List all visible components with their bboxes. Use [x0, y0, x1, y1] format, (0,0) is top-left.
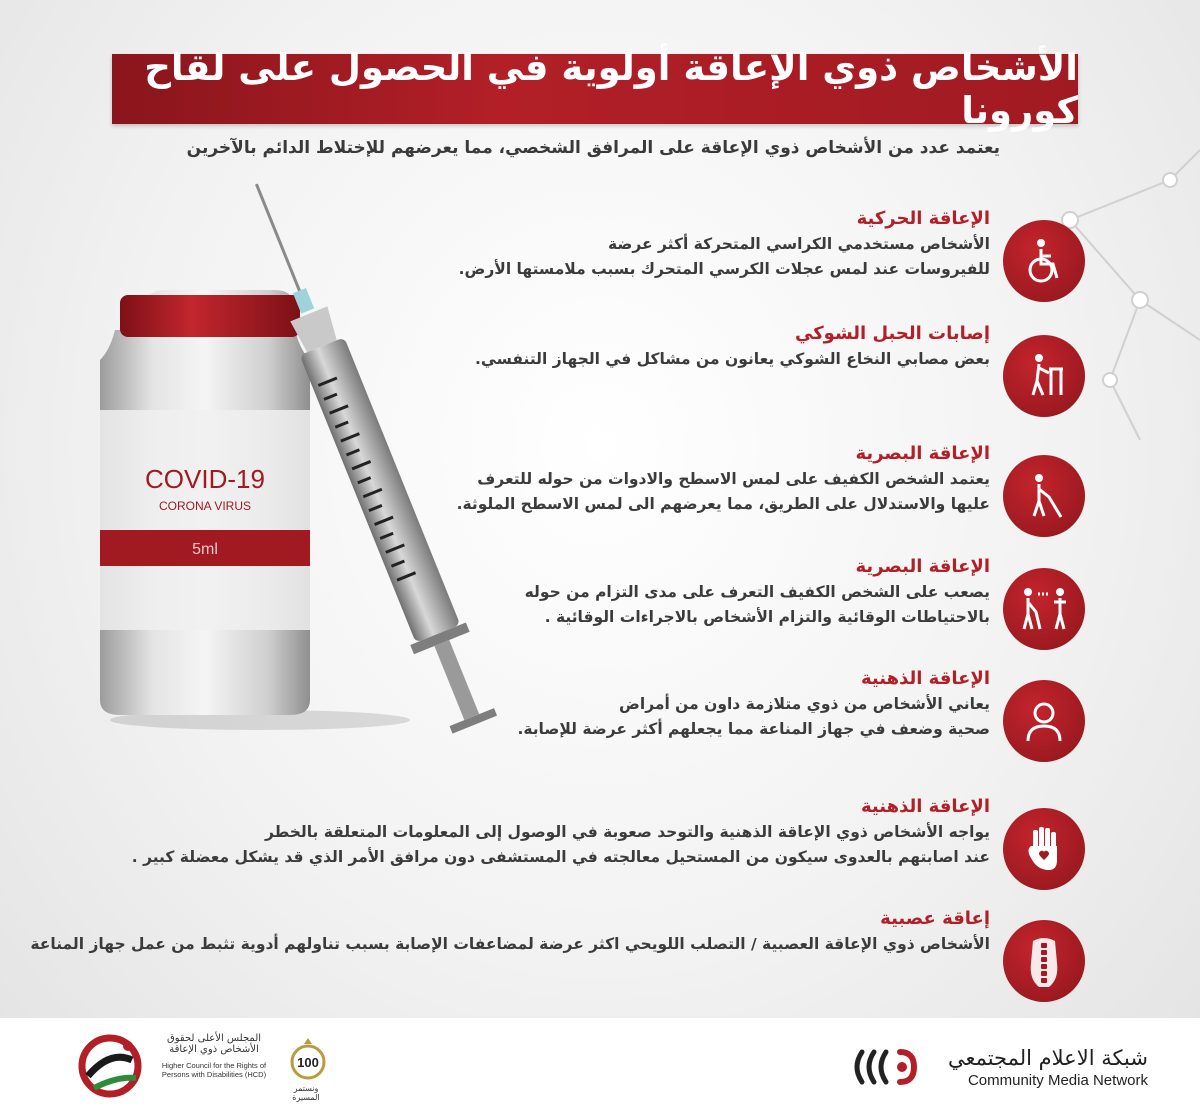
page-title: الأشخاص ذوي الإعاقة أولوية في الحصول على لقاح كورونا [144, 46, 1078, 132]
item-line: بعض مصابي النخاع الشوكي يعانون من مشاكل في الجهاز التنفسي. [475, 350, 990, 368]
hcd-name-english: Higher Council for the Rights of Persons with Disabilities (HCD) [161, 1061, 267, 1079]
subtitle: يعتمد عدد من الأشخاص ذوي الإعاقة على المرافق الشخصي، مما يعرضهم للإختلاط الدائم بالآخرين [186, 138, 1000, 158]
item-heading: إعاقة عصبية [880, 908, 990, 929]
blind-cane-icon [1003, 455, 1085, 537]
item-line: يعتمد الشخص الكفيف على لمس الاسطح والادوات من حوله للتعرف [477, 470, 990, 488]
hcd-name-arabic: المجلس الأعلى لحقوق الأشخاص ذوي الإعاقة [166, 1033, 262, 1055]
centennial-number: 100 [297, 1055, 319, 1070]
cmn-logo-icon [848, 1042, 928, 1092]
spine-icon [1003, 920, 1085, 1002]
wheelchair-icon [1003, 220, 1085, 302]
item-line: للفيروسات عند لمس عجلات الكرسي المتحرك بسبب ملامستها الأرض. [458, 260, 990, 278]
item-line: بالاحتياطات الوقائية والتزام الأشخاص بالاجراءات الوقائية . [544, 608, 990, 626]
item-heading: الإعاقة الذهنية [860, 668, 990, 689]
hcd-logo-icon [70, 1030, 150, 1102]
item-spinal [0, 323, 1200, 445]
item-intellectual-1 [0, 668, 1200, 790]
item-line: عند اصابتهم بالعدوى سيكون من المستحيل معالجته في المستشفى دون مرافق الأمر الذي قد يشكل معضلة كبير . [131, 848, 990, 866]
item-neurological [0, 908, 1200, 1030]
vial-label-sub: CORONA VIRUS [158, 499, 252, 513]
item-heading: الإعاقة الذهنية [860, 796, 990, 817]
item-line: يعاني الأشخاص من ذوي متلازمة داون من أمراض [619, 695, 990, 713]
vial-volume: 5ml [192, 541, 218, 558]
item-heading: الإعاقة البصرية [855, 556, 990, 577]
item-line: يصعب على الشخص الكفيف التعرف على مدى التزام من حوله [524, 583, 990, 601]
centennial-emblem-icon [288, 1036, 328, 1084]
walker-icon [1003, 335, 1085, 417]
item-line: الأشخاص ذوي الإعاقة العصبية / التصلب اللويحي اكثر عرضة لمضاعفات الإصابة بسبب تناولهم أدوية تثبط من عمل جهاز المناعة [30, 935, 990, 953]
item-visual-1 [0, 443, 1200, 565]
hand-heart-icon [1003, 808, 1085, 890]
item-heading: الإعاقة الحركية [856, 208, 990, 229]
item-heading: الإعاقة البصرية [855, 443, 990, 464]
title-banner [112, 46, 1078, 132]
centennial-caption: ونستمر المسيرة [292, 1084, 320, 1102]
item-mobility [0, 208, 1200, 330]
item-intellectual-2 [0, 796, 1200, 918]
item-heading: إصابات الحبل الشوكي [795, 323, 990, 344]
vial-label-main: COVID-19 [145, 464, 265, 494]
person-icon [1003, 680, 1085, 762]
item-visual-2 [0, 556, 1200, 678]
social-distance-icon [1003, 568, 1085, 650]
cmn-name-english: Community Media Network [967, 1072, 1148, 1089]
item-line: عليها والاستدلال على الطريق، مما يعرضهم الى لمس الاسطح الملوثة. [456, 495, 990, 513]
cmn-name-arabic: شبكة الاعلام المجتمعي [947, 1046, 1148, 1070]
item-line: الأشخاص مستخدمي الكراسي المتحركة أكثر عرضة [607, 235, 990, 253]
item-line: صحية وضعف في جهاز المناعة مما يجعلهم أكثر عرضة للإصابة. [517, 720, 990, 738]
item-line: يواجه الأشخاص ذوي الإعاقة الذهنية والتوحد صعوبة في الوصول إلى المعلومات المتعلقة بالخطر [264, 823, 990, 841]
